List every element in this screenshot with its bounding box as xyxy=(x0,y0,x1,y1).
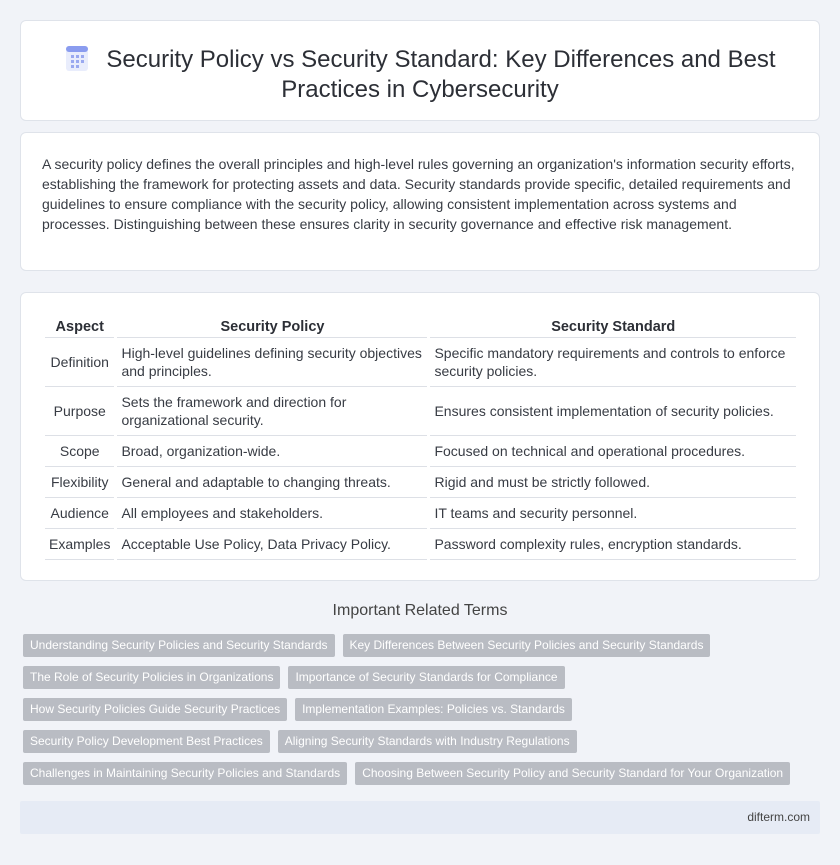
cell-policy: All employees and stakeholders. xyxy=(117,498,427,529)
header-standard: Security Standard xyxy=(430,314,796,338)
table-row xyxy=(45,467,796,498)
cell-standard: Ensures consistent implementation of security policies. xyxy=(430,387,796,436)
comparison-table xyxy=(42,314,799,560)
related-term-tag[interactable]: Key Differences Between Security Policies and Security Standards xyxy=(343,634,711,657)
tag-row xyxy=(23,762,803,785)
related-term-tag[interactable]: Security Policy Development Best Practices xyxy=(23,730,270,753)
related-term-tag[interactable]: Aligning Security Standards with Industry Regulations xyxy=(278,730,577,753)
footer-site-link[interactable]: difterm.com xyxy=(747,810,810,824)
intro-card xyxy=(20,132,820,271)
tag-row xyxy=(23,730,803,753)
related-term-tag[interactable]: Importance of Security Standards for Compliance xyxy=(288,666,564,689)
document-icon xyxy=(64,43,90,73)
page-title-text: Security Policy vs Security Standard: Key Differences and Best Practices in Cybersecurity xyxy=(106,46,776,103)
comparison-card xyxy=(20,292,820,581)
table-row xyxy=(45,436,796,467)
cell-policy: Sets the framework and direction for organizational security. xyxy=(117,387,427,436)
related-term-tag[interactable]: Challenges in Maintaining Security Policies and Standards xyxy=(23,762,347,785)
footer-bar xyxy=(20,801,820,834)
title-wrap xyxy=(61,43,779,105)
tag-row xyxy=(23,698,803,721)
cell-standard: Focused on technical and operational procedures. xyxy=(430,436,796,467)
cell-standard: Rigid and must be strictly followed. xyxy=(430,467,796,498)
tag-row xyxy=(23,666,803,689)
cell-policy: Broad, organization-wide. xyxy=(117,436,427,467)
cell-policy: General and adaptable to changing threats. xyxy=(117,467,427,498)
header-aspect: Aspect xyxy=(45,314,114,338)
table-row xyxy=(45,387,796,436)
related-term-tag[interactable]: The Role of Security Policies in Organizations xyxy=(23,666,280,689)
cell-aspect: Purpose xyxy=(45,387,114,436)
related-term-tag[interactable]: Implementation Examples: Policies vs. Standards xyxy=(295,698,572,721)
cell-aspect: Definition xyxy=(45,338,114,387)
table-row xyxy=(45,529,796,560)
cell-policy: Acceptable Use Policy, Data Privacy Policy. xyxy=(117,529,427,560)
cell-standard: IT teams and security personnel. xyxy=(430,498,796,529)
cell-aspect: Scope xyxy=(45,436,114,467)
cell-aspect: Flexibility xyxy=(45,467,114,498)
related-term-tag[interactable]: Choosing Between Security Policy and Security Standard for Your Organization xyxy=(355,762,790,785)
table-header-row xyxy=(45,314,796,338)
tag-row xyxy=(23,634,803,657)
cell-aspect: Examples xyxy=(45,529,114,560)
table-row xyxy=(45,498,796,529)
header-card xyxy=(20,20,820,121)
table-row xyxy=(45,338,796,387)
cell-policy: High-level guidelines defining security objectives and principles. xyxy=(117,338,427,387)
intro-paragraph: A security policy defines the overall principles and high-level rules governing an organization's information security efforts, establishing the framework for protecting assets and data. Security standards provide specific, detailed requirements and guidelines to ensure compliance with the security policy, allowing consistent implementation across systems and processes. Distinguishing between these ensures clarity in security governance and effective risk management. xyxy=(42,156,795,232)
related-terms-heading: Important Related Terms xyxy=(332,602,508,619)
cell-standard: Password complexity rules, encryption standards. xyxy=(430,529,796,560)
cell-aspect: Audience xyxy=(45,498,114,529)
related-term-tag[interactable]: Understanding Security Policies and Security Standards xyxy=(23,634,335,657)
related-terms-list xyxy=(23,634,803,794)
page-title xyxy=(61,43,779,105)
cell-standard: Specific mandatory requirements and controls to enforce security policies. xyxy=(430,338,796,387)
header-policy: Security Policy xyxy=(117,314,427,338)
related-term-tag[interactable]: How Security Policies Guide Security Practices xyxy=(23,698,287,721)
